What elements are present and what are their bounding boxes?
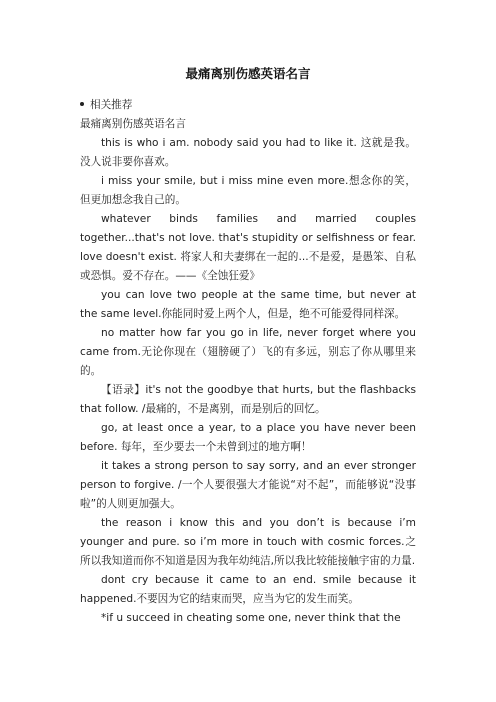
article-body [80,96,416,628]
paragraph: i miss your smile, but i miss mine even more.想念你的笑，但更加想念我自己的。 [80,175,416,206]
paragraph: no matter how far you go in life, never forget where you came from.无论你现在（翅膀硬了）飞的有多远，别忘了你从哪里来的。 [80,327,416,377]
page-title: 最痛离别伤感英语名言 [185,66,311,81]
paragraph: whatever binds families and married couples together...that's not love. that's stupidity or selfishness or fear. love doesn't exist. 将家人和夫妻绑在一起的...不是爱，是愚笨、自私或恐惧。爱不存在。——《全蚀狂爱》 [80,213,416,282]
paragraph: this is who i am. nobody said you had to like it. 这就是我。没人说非要你喜欢。 [80,137,416,168]
article-subtitle: 最痛离别伤感英语名言 [80,118,186,130]
paragraph: 【语录】it's not the goodbye that hurts, but the flashbacks that follow. /最痛的，不是离别，而是别后的回忆。 [80,384,416,415]
related-label[interactable]: 相关推荐 [90,99,133,111]
related-recommendation[interactable] [80,96,416,115]
paragraph: it takes a strong person to say sorry, and an ever stronger person to forgive. /一个人要很强大才能说“对不起”，而能够说“没事啦”的人则更加强大。 [80,460,416,510]
bullet-icon [80,102,84,106]
paragraph: dont cry because it came to an end. smile because it happened.不要因为它的结束而哭，应当为它的发生而笑。 [80,574,416,605]
paragraph: you can love two people at the same time, but never at the same level.你能同时爱上两个人，但是，绝不可能爱得同样深。 [80,289,416,320]
paragraph: go, at least once a year, to a place you have never been before. 每年，至少要去一个未曾到过的地方啊！ [80,422,416,453]
paragraph: *if u succeed in cheating some one, never think that the [101,612,401,624]
paragraph: the reason i know this and you don’t is because i’m younger and pure. so i’m more in touch with cosmic forces.之所以我知道而你不知道是因为我年幼纯洁,所以我比较能接触宇宙的力量. [80,517,416,567]
